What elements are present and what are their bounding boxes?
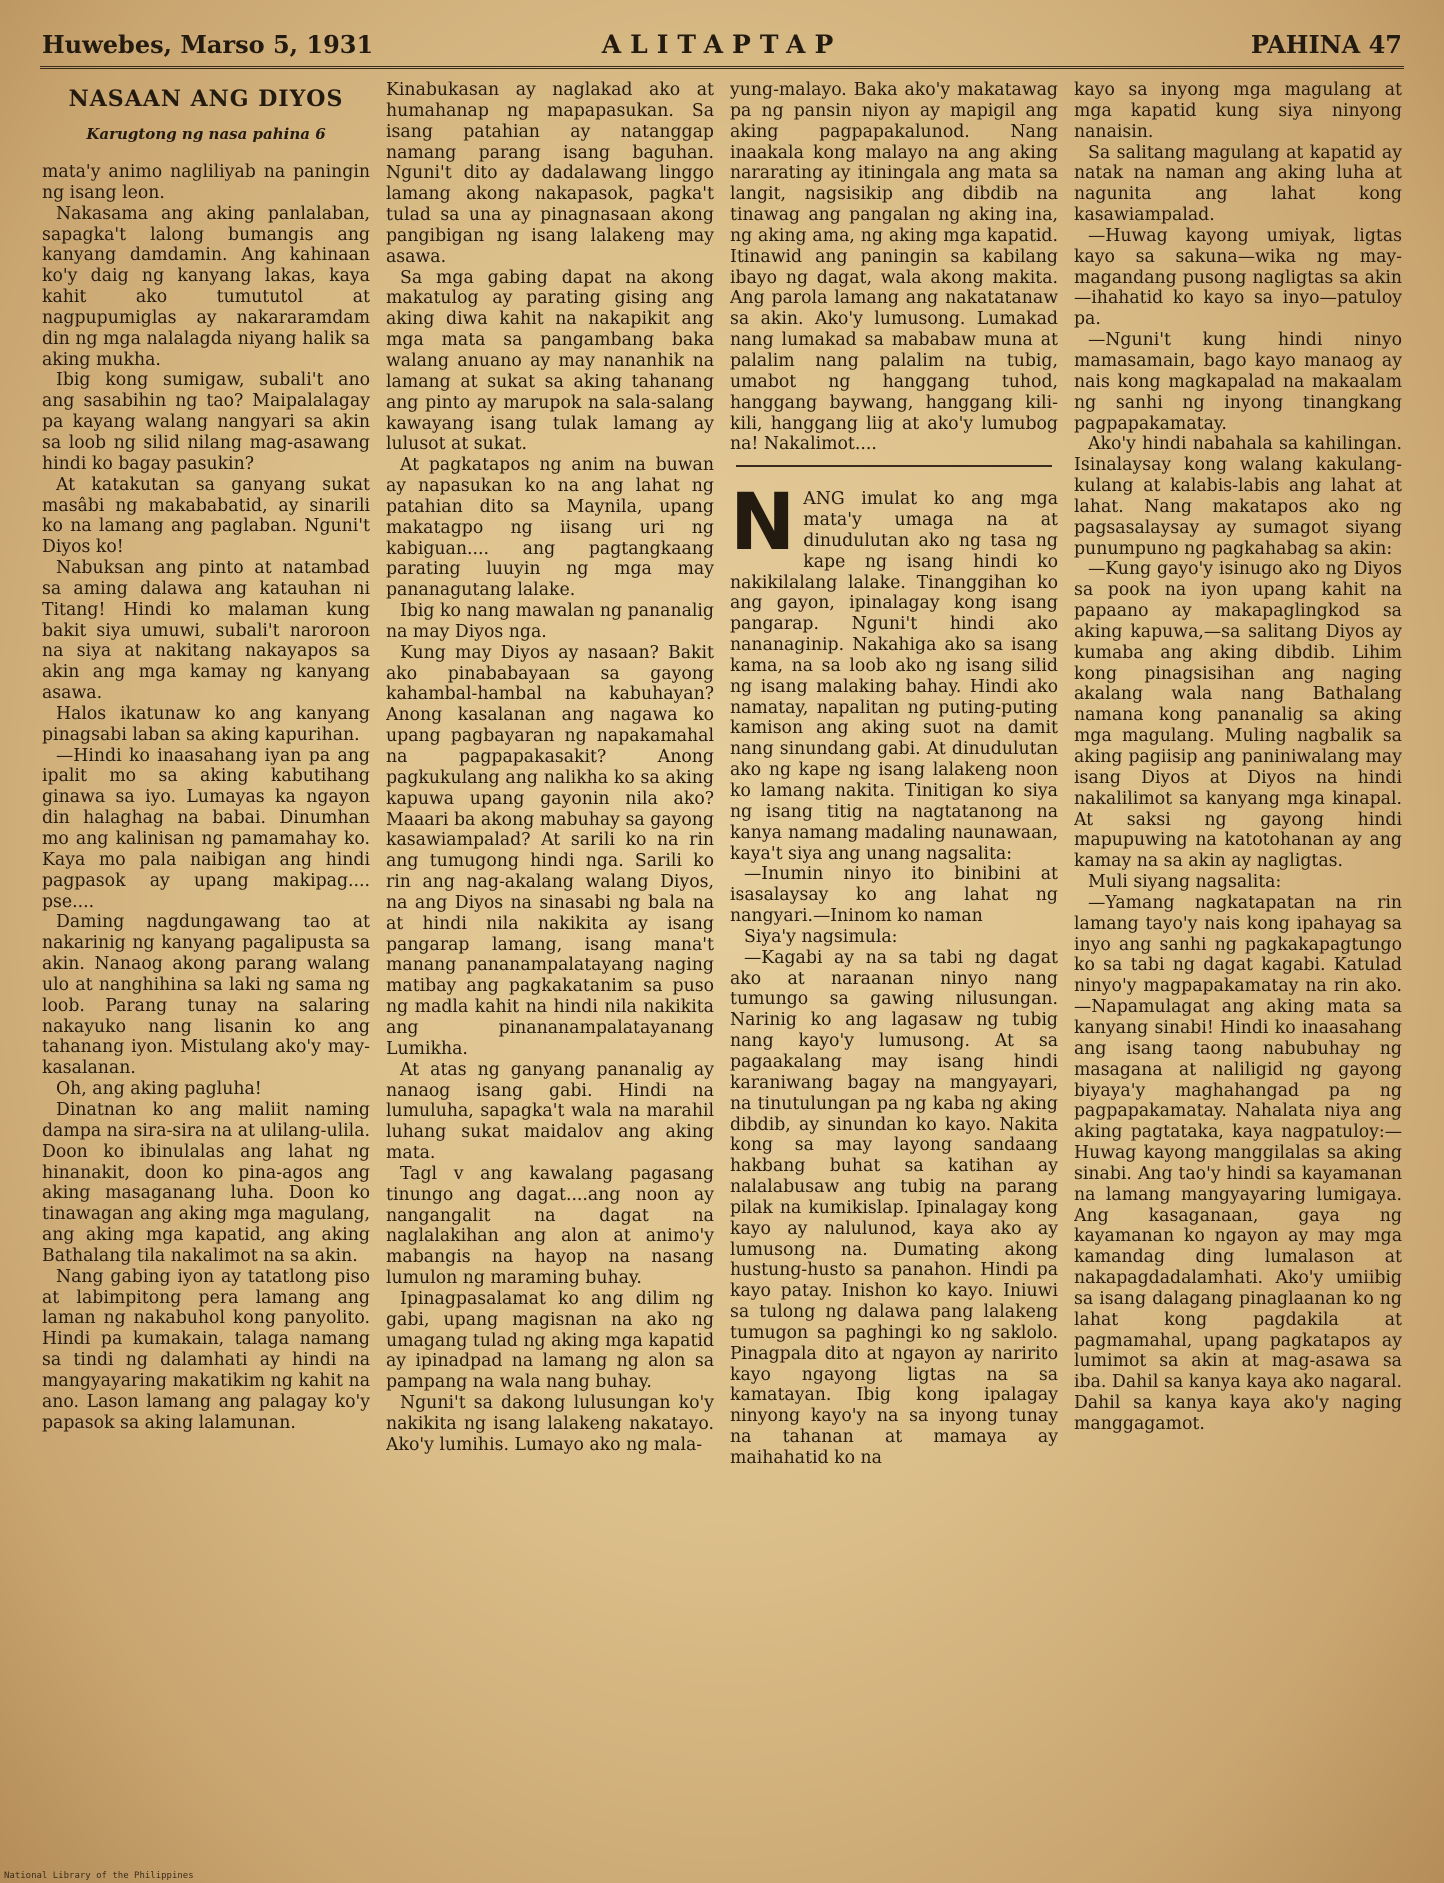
paragraph: Halos ikatunaw ko ang kanyang pinagsabi laban sa aking kapurihan.	[42, 703, 370, 745]
paragraph: —Yamang nagkatapatan na rin lamang tayo'y nais kong ipahayag sa inyo ang sanhi ng pagkakapagtungo ko sa tabi ng dagat kagabi. Katulad ninyo'y magpapakamatay na rin ako. —Napamulagat ang aking mata sa kanyang sinabi! Hindi ko inaasahang ang isang taong nabubuhay ng masagana at naliligid ng gayong biyaya'y maghahangad pa ng pagpapakamatay. Nahalata niya ang aking pagtataka, kaya nagpatuloy:—Huwag kayong manggilalas sa aking sinabi. Ang tao'y hindi sa kayamanan na lamang mangyayaring lumigaya. Ang kasaganaan, gaya ng kayamanan ko ngayon ay may mga kamandag ding lumalason at nakapagdadalamhati. Ako'y umiibig sa isang dalagang pinaglaanan ko ng lahat kong pagdakila at pagmamahal, upang pagkatapos ay lumimot sa akin at mag-asawa sa iba. Dahil sa kanya kaya ako nagaral. Dahil sa kanya kaya ako'y naging manggagamot.	[1074, 892, 1402, 1434]
paragraph: Tagl v ang kawalang pagasang tinungo ang dagat....ang noon ay nangangalit na dagat na naglalakihan ang alon at animo'y mabangis na hayop na nasang lumulon ng maraming buhay.	[386, 1163, 714, 1289]
paragraph: Nang gabing iyon ay tatatlong piso at labimpitong pera lamang ang laman ng nakabuhol kong panyolito. Hindi pa kumakain, talaga namang sa tindi ng dalamhati ay hindi na mangyayaring makatikim ng kahit na ano. Lason lamang ang palagay ko'y papasok sa aking lalamunan.	[42, 1266, 370, 1433]
paragraph: —Inumin ninyo ito binibini at isasalaysay ko ang lahat ng nangyari.—Ininom ko naman	[730, 864, 1058, 927]
paragraph: Ibig kong sumigaw, subali't ano ang sasabihin ng tao? Maipalalagay pa kayang walang nangyari sa akin sa loob ng silid nilang mag-asawang hindi ko bagay pasukin?	[42, 370, 370, 474]
paragraph: Muli siyang nagsalita:	[1088, 872, 1282, 893]
column-4	[1074, 80, 1402, 1865]
paragraph: Ipinagpasalamat ko ang dilim ng gabi, upang magisnan na ako ng umagang tulad ng aking mga kapatid ay ipinadpad na lamang ng alon sa pampang na wala nang buhay.	[386, 1288, 714, 1393]
paragraph: Siya'y nagsimula:	[744, 926, 898, 947]
paragraph: Kung may Diyos ay nasaan? Bakit ako pinababayaan sa gayong kahambal-hambal na kabuhayan? Anong kasalanan ang nagawa ko upang pagbayaran ng napakamahal na pagpapakasakit? Anong pagkukulang ang nalikha ko sa aking kapuwa upang gayonin nila ako? Maaari ba akong mabuhay sa gayong kasawiampalad? At sarili ko na rin ang tumugong hindi nga. Sarili ko rin ang nag-akalang walang Diyos, na ang Diyos na sinasabi ng bala na at hindi nila nakikita ay isang pangarap lamang, isang mana't manang pananampalatayang naging matibay ang pagkakatanim sa puso ng madla kahit na hindi nila nakikita ang pinananampalatayanang Lumikha.	[386, 642, 714, 1059]
paragraph: Ako'y hindi nabahala sa kahilingan. Isinalaysay kong walang kakulang-kulang at kalabis-labis ang lahat at lahat. Nang makatapos ako ng pagsasalaysay ay sumagot siyang punumpuno ng pagkahabag sa akin:	[1074, 434, 1402, 559]
paragraph: Ibig ko nang mawalan ng pananalig na may Diyos nga.	[386, 601, 714, 642]
footer-credit: National Library of the Philippines	[4, 1871, 194, 1881]
paragraph: —Huwag kayong umiyak, ligtas kayo sa sakuna—wika ng may-magandang pusong nagligtas sa akin—ihahatid ko kayo sa inyo—patuloy pa.	[1074, 225, 1402, 330]
paragraph: —Nguni't kung hindi ninyo mamasamain, bago kayo manaog ay nais kong magkapalad na makaalam ng sanhi ng inyong tinangkang pagpapakamatay.	[1074, 330, 1402, 434]
drop-cap-letter: N	[730, 478, 796, 569]
continuation-note: Karugtong ng nasa pahina 6	[86, 125, 326, 143]
paragraph: Nabuksan ang pinto at natambad sa aming dalawa ang katauhan ni Titang! Hindi ko malaman kung bakit siya umuwi, subali't naroroon na siya at nakitang nakayapos sa akin ang mga kamay ng kanyang asawa.	[42, 558, 370, 704]
article-headline: NASAAN ANG DIYOS	[68, 86, 344, 112]
paragraph: Oh, ang aking pagluha!	[56, 1079, 262, 1100]
drop-cap-paragraph	[730, 478, 1058, 864]
paragraph: —Hindi ko inaasahang iyan pa ang ipalit mo sa aking kabutihang ginawa sa iyo. Lumayas ka ngayon din halaghag na babai. Dinumhan mo ang kalinisan ng pamamahay ko. Kaya mo pala naibigan ang hindi pagpasok ay upang makipag.... pse....	[42, 745, 370, 912]
paragraph: Sa salitang magulang at kapatid ay natak na naman ang aking luha at nagunita ang lahat kong kasawiampalad.	[1074, 142, 1402, 226]
paragraph: Sa mga gabing dapat na akong makatulog ay parating gising ang aking diwa kahit na nakapikit ang mga mata sa pangambang baka walang anuano ay may nananhik na lamang at sukat sa aking tahanang ang pinto ay marupok na sala-salang kawayang isang tulak lamang ay lulusot at sukat.	[386, 267, 714, 455]
column-2	[386, 80, 714, 1865]
paragraph: Kinabukasan ay naglakad ako at humahanap ng mapapasukan. Sa isang patahian ay natanggap namang parang isang baguhan. Nguni't dito ay dadalawang linggo lamang akong nakapasok, pagka't tulad sa una ay pinagnasaan akong pangibigan ng isang lalakeng may asawa.	[386, 80, 714, 267]
paragraph: Nguni't sa dakong lulusungan ko'y nakikita ng isang lalakeng nakatayo. Ako'y lumihis. Lumayo ako ng mala-	[386, 1393, 714, 1455]
paragraph: At pagkatapos ng anim na buwan ay napasukan ko na ang lahat ng patahian dito sa Maynila, upang makatagpo ng iisang uri ng kabiguan.... ang pagtangkaang parating luuyin ng mga may pananagutang lalake.	[386, 455, 714, 601]
paragraph: ANG imulat ko ang mga mata'y umaga na at dinudulutan ako ng tasa ng kape ng isang hindi ko nakikilalang lalake. Tinanggihan ko ang gayon, ipinalagay kong isang pangarap. Nguni't hindi ako nananaginip. Nakahiga ako sa isang kama, na sa loob ako ng isang silid ng isang malaking bahay. Hindi ako namatay, napalitan ng puting-puting kamison ang aking suot na damit nang sinundang gabi. At dinudulutan ako ng kape ng isang lalakeng noon ko lamang nakita. Tinitigan ko siya ng isang titig na nagtatanong na kanya namang madaling naunawaan, kaya't siya ang unang nagsalita:	[730, 489, 1058, 864]
paragraph: Nakasama ang aking panlalaban, sapagka't lalong bumangis ang kanyang damdamin. Ang kahinaan ko'y daig ng kanyang lakas, kaya kahit ako tumututol at nagpupumiglas ay nakararamdam din ng mga nalalagda niyang halik sa aking mukha.	[42, 203, 370, 370]
issue-date: Huwebes, Marso 5, 1931	[42, 30, 374, 59]
column-1	[42, 80, 370, 1865]
paragraph: Dinatnan ko ang maliit naming dampa na sira-sira na at ulilang-ulila. Doon ko ibinulalas ang lahat ng hinanakit, doon ko pina-agos ang aking masaganang luha. Doon ko tinawagan ang aking mga magulang, ang aking mga kapatid, ang aking Bathalang tila nakalimot na sa akin.	[42, 1099, 370, 1266]
page-header	[40, 30, 1404, 69]
paragraph: Daming nagdungawang tao at nakarinig ng kanyang pagalipusta sa akin. Nanaog akong parang walang ulo at nanghihina sa laki ng sama ng loob. Parang tunay na salaring nakayuko nang lisanin ko ang tahanang iyon. Mistulang ako'y may-kasalanan.	[42, 912, 370, 1079]
paragraph: —Kung gayo'y isinugo ako ng Diyos sa pook na iyon upang kahit na papaano ay makapaglingkod sa aking kapuwa,—sa salitang Diyos ay kumaba ang aking dibdib. Lihim kong pinagsisihan ang naging akalang wala nang Bathalang namana kong pananalig sa aking mga magulang. Muling nagbalik sa aking pagiisip ang paniniwalang may isang Diyos at Diyos na hindi nakalilimot sa kanyang mga kinapal. At saksi ng gayong hindi mapupuwing na katotohanan ay ang kamay na sa akin ay nagligtas.	[1074, 559, 1402, 872]
publication-title: ALITAPTAP	[601, 30, 843, 59]
paragraph: At atas ng ganyang pananalig ay nanaog isang gabi. Hindi na lumuluha, sapagka't wala na marahil luhang sukat maidalov ang aking mata.	[386, 1059, 714, 1164]
paragraph: —Kagabi ay na sa tabi ng dagat ako at naraanan ninyo nang tumungo sa gawing nilusungan. Narinig ko ang lagasaw ng tubig nang kayo'y lumusong. At sa pagaakalang may isang hindi karaniwang bagay na mangyayari, na tinutulungan pa ng kaba ng aking dibdib, ay sinundan ko kayo. Nakita kong sa may layong sandaang hakbang buhat sa katihan ay nalalabusaw ang tubig na parang pilak na kumikislap. Ipinalagay kong kayo ay nalulunod, kaya ako ay lumusong na. Dumating akong hustung-husto sa panahon. Hindi pa kayo patay. Inishon ko kayo. Iniuwi sa tulong ng dalawa pang lalakeng tumugon sa paghingi ko ng saklolo. Pinagpala dito at ngayon ay naririto kayo ngayong ligtas na sa kamatayan. Ibig kong ipalagay ninyong kayo'y na sa inyong tunay na tahanan at mamaya ay maihahatid ko na	[730, 947, 1058, 1468]
article-columns	[42, 80, 1404, 1865]
page-number: PAHINA 47	[1250, 30, 1402, 59]
column-3	[730, 80, 1058, 1865]
paragraph: kayo sa inyong mga magulang at mga kapatid kung siya ninyong nanaisin.	[1074, 80, 1402, 142]
paragraph: At katakutan sa ganyang sukat masâbi ng makababatid, ay sinarili ko na lamang ang paglaban. Nguni't Diyos ko!	[42, 474, 370, 558]
paragraph: yung-malayo. Baka ako'y makatawag pa ng pansin niyon ay mapigil ang aking pagpapakalunod. Nang inaakala kong malayo na ang aking nararating ay itiningala ang mata sa langit, nagsisikip ang dibdib na tinawag ang pangalan ng aking ina, ng aking ama, ng aking mga kapatid. Itinawid ang paningin sa kabilang ibayo ng dagat, wala akong makita. Ang parola lamang ang nakatatanaw sa akin. Ako'y lumusong. Lumakad nang lumakad sa mababaw muna at palalim nang palalim na tubig, umabot ng hanggang tuhod, hanggang baywang, hanggang kili-kili, hanggang liig at ako'y lumubog na! Nakalimot....	[730, 80, 1058, 455]
paragraph: mata'y animo nagliliyab na paningin ng isang leon.	[42, 162, 370, 203]
